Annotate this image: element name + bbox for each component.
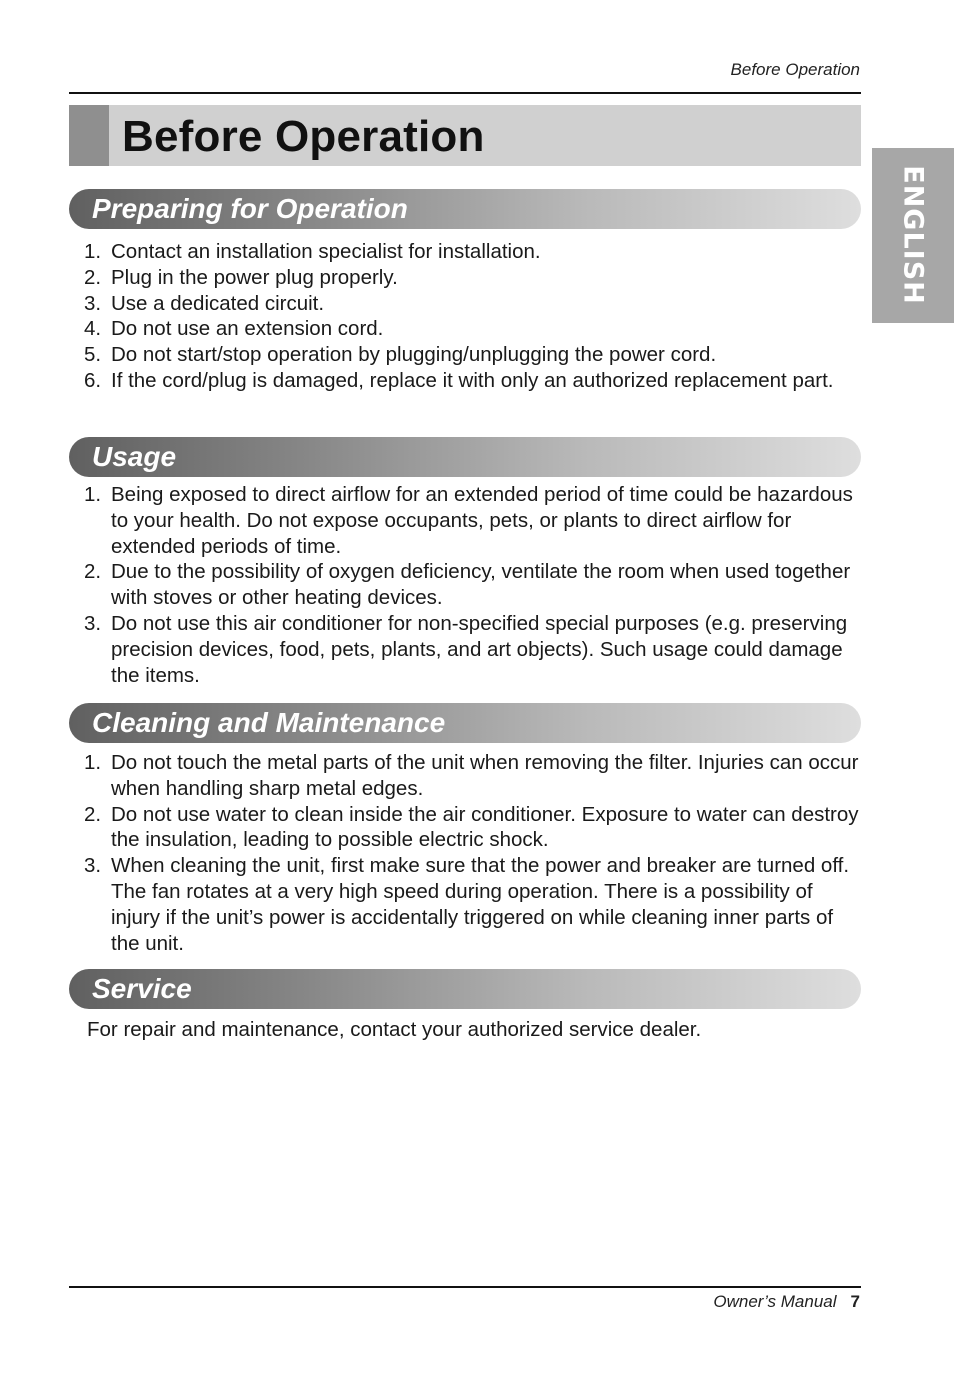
item-list (69, 239, 861, 394)
section-header (69, 969, 861, 1009)
list-item: 5. Do not start/stop operation by plugging/unplugging the power cord. (84, 343, 717, 367)
list-item: 2. Due to the possibility of oxygen deficiency, ventilate the room when used together with stoves or other heating devices. (84, 560, 851, 610)
list-item: 3. When cleaning the unit, first make sure that the power and breaker are turned off. The fan rotates at a very high speed during operation. There is a possibility of injury if the unit’s power is accidentally triggered on while cleaning inner parts of the unit. (84, 854, 850, 955)
list-item: 3. Use a dedicated circuit. (84, 291, 325, 315)
list-item: 1. Do not touch the metal parts of the unit when removing the filter. Injuries can occur when handling sharp metal edges. (84, 751, 859, 800)
list-item: 2. Do not use water to clean inside the air conditioner. Exposure to water can destroy the insulation, leading to possible electric shock. (84, 802, 859, 852)
section-preparing (69, 189, 861, 394)
section-header (69, 189, 861, 229)
section-header (69, 437, 861, 477)
language-tab-label: ENGLISH (897, 165, 929, 305)
section-cleaning (69, 703, 861, 956)
page-number: 7 (850, 1292, 860, 1311)
section-service (69, 969, 861, 1043)
page-footer (713, 1292, 860, 1312)
section-title: Preparing for Operation (92, 193, 408, 224)
list-item: 1. Being exposed to direct airflow for an extended period of time could be hazardous to your health. Do not expose occupants, pets, or plants to direct airflow for extended periods of time. (84, 483, 853, 558)
footer-divider (69, 1286, 861, 1288)
list-item: 3. Do not use this air conditioner for non-specified special purposes (e.g. preserving precision devices, food, pets, plants, and art objects). Such usage could damage the items. (84, 611, 848, 687)
list-item: 2. Plug in the power plug properly. (84, 265, 398, 289)
section-title: Cleaning and Maintenance (92, 707, 446, 738)
item-list (69, 482, 861, 688)
item-list (69, 750, 861, 956)
section-title: Usage (92, 441, 177, 472)
service-text: For repair and maintenance, contact your authorized service dealer. (87, 1018, 702, 1041)
section-usage (69, 437, 861, 688)
section-title: Service (92, 973, 192, 1004)
section-header (69, 703, 861, 743)
list-item: 6. If the cord/plug is damaged, replace it with only an authorized replacement part. (84, 368, 834, 392)
page-title-bar (69, 105, 861, 166)
list-item: 4. Do not use an extension cord. (84, 317, 384, 341)
page-title: Before Operation (122, 112, 485, 161)
title-accent-block (69, 105, 109, 166)
list-item: 1. Contact an installation specialist for installation. (84, 240, 541, 263)
language-tab (872, 148, 954, 323)
header-divider (69, 92, 861, 94)
running-header: Before Operation (730, 60, 860, 79)
footer-label: Owner’s Manual (713, 1292, 837, 1311)
